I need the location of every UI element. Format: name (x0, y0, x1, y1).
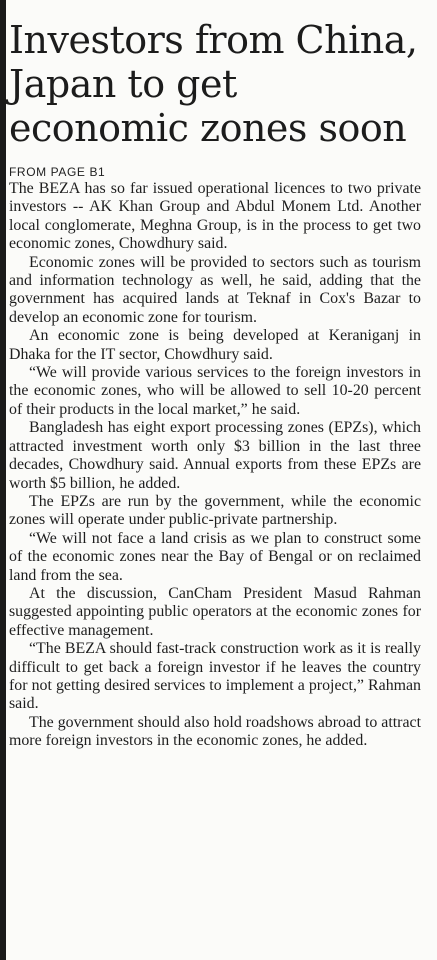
paragraph: “The BEZA should fast-track construction work as it is really difficult to get back a foreign investor if he leaves the country for not getting desired services to implement a project,” Rahman said. (9, 640, 421, 713)
paragraph: An economic zone is being developed at Keraniganj in Dhaka for the IT sector, Chowdhury said. (9, 327, 421, 363)
paragraph: At the discussion, CanCham President Masud Rahman suggested appointing public operators at the economic zones for effective management. (9, 584, 421, 639)
paragraph: “We will not face a land crisis as we plan to construct some of the economic zones near the Bay of Bengal or on reclaimed land from the sea. (9, 529, 421, 584)
article-body (9, 180, 421, 751)
headline-line: Investors from China, (9, 18, 418, 62)
column-rule (0, 0, 6, 960)
paragraph: Economic zones will be provided to sectors such as tourism and information technology as well, he said, adding that the government has acquired lands at Teknaf in Cox's Bazar to develop an economic zone for tourism. (9, 253, 421, 326)
paragraph: The EPZs are run by the government, while the economic zones will operate under public-private partnership. (9, 492, 421, 529)
paragraph: The BEZA has so far issued operational licences to two private investors -- AK Khan Group and Abdul Monem Ltd. Another local conglomerate, Meghna Group, is in the process to get two economic zones, Chowdhury said. (9, 180, 421, 253)
paragraph: “We will provide various services to the foreign investors in the economic zones, who will be allowed to sell 10-20 percent of their products in the local market,” he said. (9, 364, 421, 418)
headline (9, 18, 433, 150)
headline-line: Japan to get (9, 62, 237, 106)
paragraph: Bangladesh has eight export processing zones (EPZs), which attracted investment worth only $3 billion in the last three decades, Chowdhury said. Annual exports from these EPZs are worth $5 billion, he added. (9, 419, 421, 492)
continuation-kicker: FROM PAGE B1 (9, 165, 106, 179)
headline-line: economic zones soon (9, 106, 407, 150)
paragraph: The government should also hold roadshows abroad to attract more foreign investors in the economic zones, he added. (9, 713, 421, 750)
